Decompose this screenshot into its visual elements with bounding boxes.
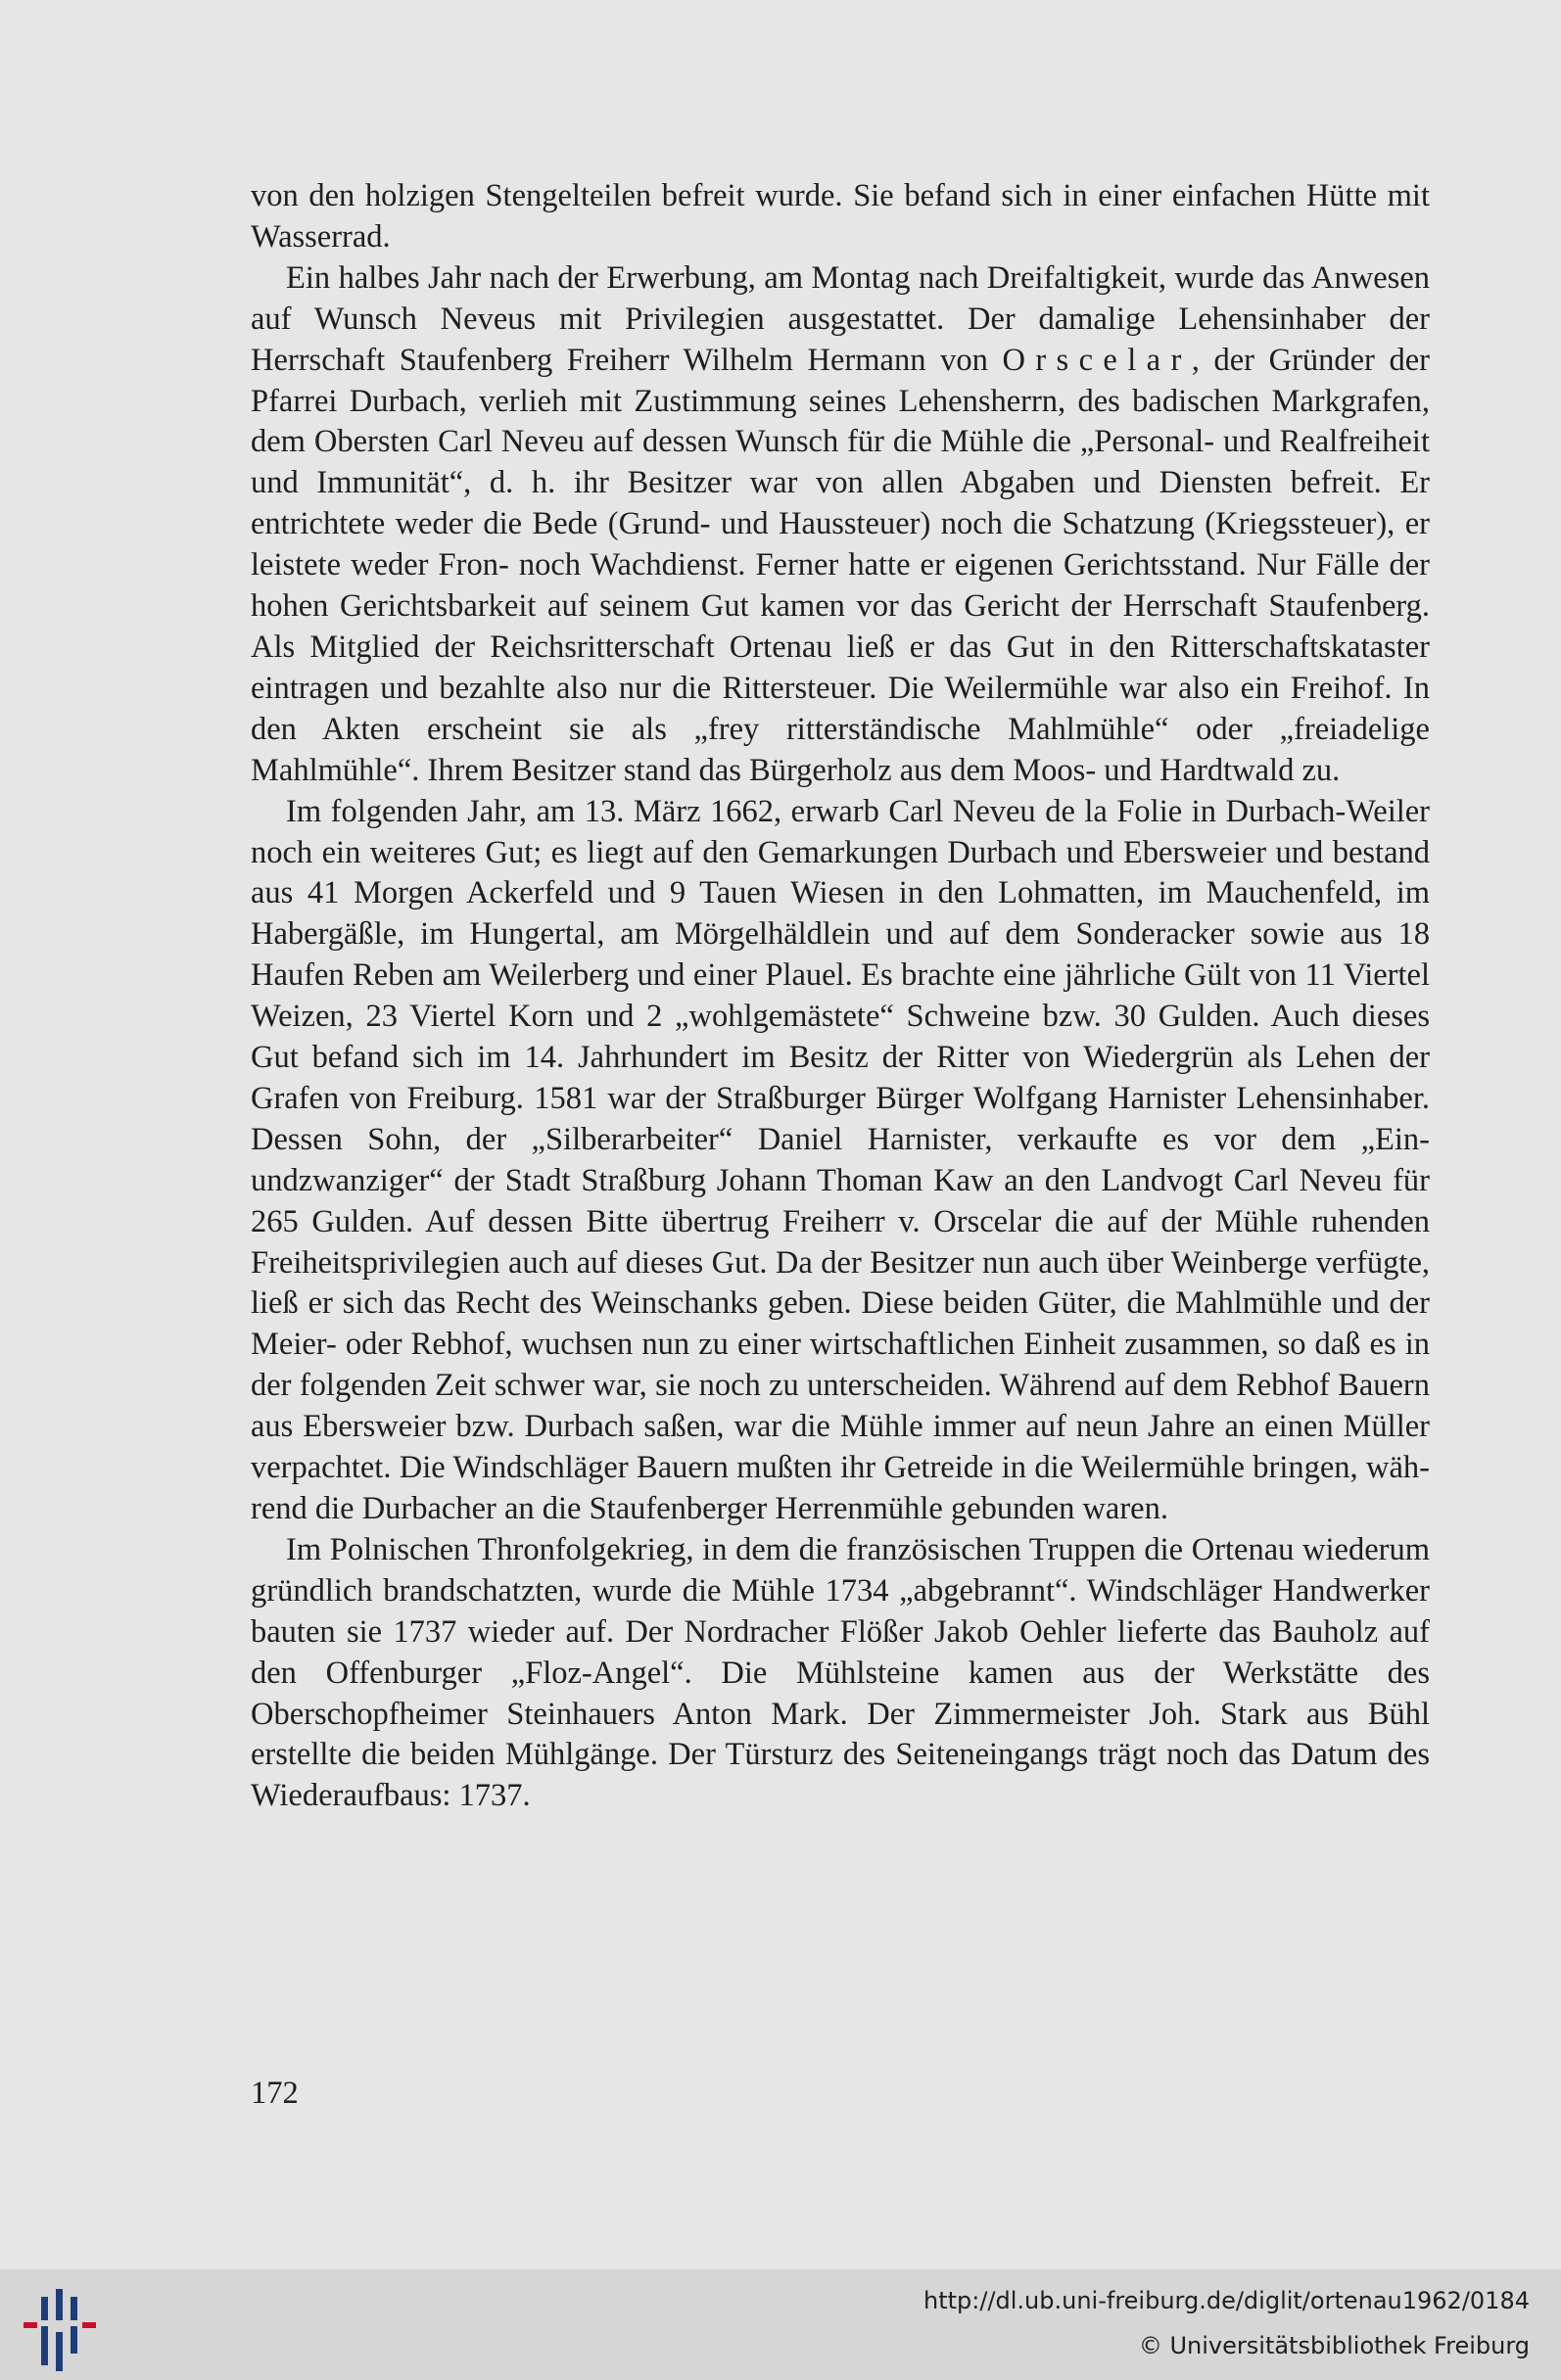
- paragraph-2-before: Ein halbes Jahr nach der Erwerbung, am Montag nach Dreifaltigkeit, wurde das Anwesen auf Wunsch Neveus mit Privilegien ausgestattet. Der damalige Lehensinhaber der Herrschaft Staufenberg Freiherr Wilhelm Hermann von: [251, 259, 1430, 378]
- page-number: 172: [251, 2076, 299, 2111]
- emphasized-name: Orscelar: [1002, 342, 1192, 378]
- body-text: [251, 176, 1430, 1817]
- paragraph-2-after: , der Gründer der Pfarrei Durbach, verlieh mit Zustimmung seines Lehensherrn, des badischen Markgrafen, dem Obersten Carl Neveu auf dessen Wunsch für die Mühle die „Personal- und Realfreiheit und Immunität“, d. h. ihr Besitzer war von allen Abgaben und Diensten befreit. Er entrichtete weder die Bede (Grund- und Haussteuer) noch die Schatzung (Kriegssteuer), er leistete weder Fron- noch Wachdienst. Ferner hatte er eigenen Gerichtsstand. Nur Fälle der hohen Gerichtsbarkeit auf seinem Gut kamen vor das Gericht der Herrschaft Staufenberg. Als Mitglied der Reichsritterschaft Ortenau ließ er das Gut in den Ritterschaftskataster eintragen und bezahlte also nur die Rittersteuer. Die Weilermühle war also ein Freihof. In den Akten erscheint sie als „frey ritterständische Mahlmühle“ oder „freiadelige Mahlmühle“. Ihrem Besitzer stand das Bürgerholz aus dem Moos- und Hardtwald zu.: [251, 342, 1430, 788]
- paragraph-4: Im Polnischen Thronfolgekrieg, in dem die französischen Truppen die Ortenau wiederum gründlich brandschatzten, wurde die Mühle 1734 „abgebrannt“. Windschläger Handwerker bauten sie 1737 wieder auf. Der Nordracher Flößer Jakob Oehler lieferte das Bauholz auf den Offenburger „Floz-Angel“. Die Mühlsteine kamen aus der Werkstätte des Oberschopfheimer Steinhauers Anton Mark. Der Zimmermeister Joh. Stark aus Bühl erstellte die beiden Mühlgänge. Der Türsturz des Seiteneingangs trägt noch das Datum des Wiederaufbaus: 1737.: [251, 1531, 1430, 1814]
- paragraph-1: von den holzigen Stengelteilen befreit wurde. Sie befand sich in einer einfachen Hütte mit Wasserrad.: [251, 178, 1430, 255]
- permalink-url[interactable]: http://dl.ub.uni-freiburg.de/diglit/ortenau1962/0184: [922, 2287, 1530, 2314]
- paragraph-2: [251, 258, 1430, 792]
- ub-freiburg-logo-icon: [18, 2289, 100, 2371]
- paragraph-3: Im folgenden Jahr, am 13. März 1662, erwarb Carl Neveu de la Folie in Durbach-Weiler noch ein weiteres Gut; es liegt auf den Gemarkungen Durbach und Ebersweier und bestand aus 41 Morgen Ackerfeld und 9 Tauen Wiesen in den Lohmatten, im Mauchenfeld, im Habergäßle, im Hungertal, am Mörgelhäldlein und auf dem Sonderacker sowie aus 18 Haufen Reben am Weilerberg und einer Plauel. Es brachte eine jährliche Gült von 11 Viertel Weizen, 23 Viertel Korn und 2 „wohlgemästete“ Schweine bzw. 30 Gulden. Auch dieses Gut befand sich im 14. Jahrhundert im Besitz der Ritter von Wiedergrün als Lehen der Grafen von Freiburg. 1581 war der Straßburger Bürger Wolfgang Harnister Lehensinhaber. Dessen Sohn, der „Silberarbeiter“ Daniel Harnister, verkaufte es vor dem „Einundzwanziger“ der Stadt Straßburg Johann Thoman Kaw an den Landvogt Carl Neveu für 265 Gulden. Auf dessen Bitte übertrug Freiherr v. Orscelar die auf der Mühle ruhenden Freiheitsprivilegien auch auf dieses Gut. Da der Besitzer nun auch über Weinberge verfügte, ließ er sich das Recht des Weinschanks geben. Diese beiden Güter, die Mahlmühle und der Meier- oder Rebhof, wuchsen nun zu einer wirtschaftlichen Einheit zusammen, so daß es in der folgenden Zeit schwer war, sie noch zu unterscheiden. Während auf dem Rebhof Bauern aus Ebersweier bzw. Durbach saßen, war die Mühle immer auf neun Jahre an einen Müller verpachtet. Die Windschläger Bauern mußten ihr Getreide in die Weilermühle bringen, während die Durbacher an die Staufenberger Herrenmühle gebunden waren.: [251, 793, 1430, 1526]
- viewer-footer: [0, 2269, 1561, 2380]
- copyright-notice: © Universitätsbibliothek Freiburg: [1138, 2332, 1530, 2359]
